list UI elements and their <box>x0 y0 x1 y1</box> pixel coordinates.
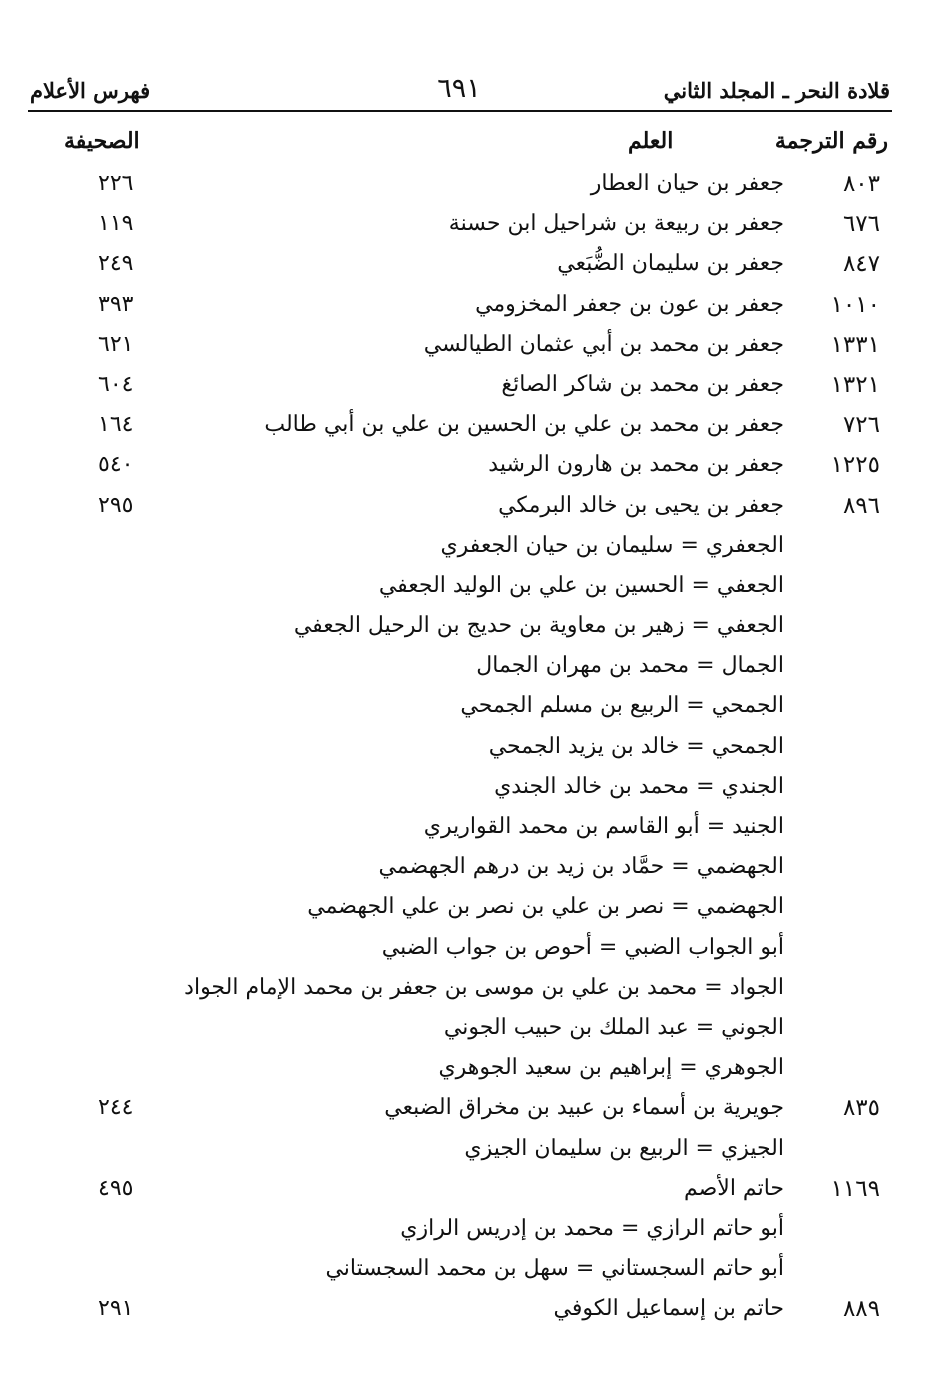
entry-name: جويرية بن أسماء بن عبيد بن مخراق الضبعي <box>384 1095 784 1121</box>
entry-number: ٦٧٦ <box>842 211 880 238</box>
index-entry <box>0 849 950 889</box>
entry-name: جعفر بن سليمان الضُّبَعي <box>557 251 784 277</box>
entry-name: أبو حاتم السجستاني = سهل بن محمد السجستاني <box>325 1256 784 1282</box>
entry-number: ٨٩٦ <box>842 492 880 519</box>
index-entry <box>0 407 950 447</box>
entry-page: ٢٤٩ <box>98 251 134 277</box>
index-entry <box>0 809 950 849</box>
entry-name: الجمحي = خالد بن يزيد الجمحي <box>488 733 784 759</box>
index-entry <box>0 1171 950 1211</box>
index-entry <box>0 568 950 608</box>
entry-name: الجمال = محمد بن مهران الجمال <box>476 653 784 679</box>
index-entry <box>0 930 950 970</box>
entry-name: أبو حاتم الرازي = محمد بن إدريس الرازي <box>400 1215 784 1241</box>
header-divider <box>28 110 892 112</box>
entry-page: ٥٤٠ <box>98 452 134 478</box>
entry-name: الجعفي = زهير بن معاوية بن حديج بن الرحيل الجعفي <box>293 613 784 639</box>
entry-name: جعفر بن يحيى بن خالد البرمكي <box>498 492 784 518</box>
index-entries <box>0 166 950 1331</box>
book-title: قلادة النحر ـ المجلد الثاني <box>663 78 890 103</box>
entry-name: الجوهري = إبراهيم بن سعيد الجوهري <box>438 1055 784 1081</box>
entry-name: جعفر بن عون بن جعفر المخزومي <box>475 291 784 317</box>
entry-name: الجعفري = سليمان بن حيان الجعفري <box>440 532 784 558</box>
index-entry <box>0 1010 950 1050</box>
entry-number: ٨٤٧ <box>842 251 880 278</box>
entry-page: ٦٢١ <box>98 331 134 357</box>
entry-name: جعفر بن ربيعة بن شراحيل ابن حسنة <box>448 211 784 237</box>
entry-number: ١١٦٩ <box>830 1175 880 1202</box>
index-entry <box>0 889 950 929</box>
entry-number: ٨٣٥ <box>842 1095 880 1122</box>
index-entry <box>0 1211 950 1251</box>
entry-number: ١٣٣١ <box>830 331 880 358</box>
page-header <box>28 74 890 114</box>
entry-page: ٢٢٦ <box>98 171 134 196</box>
entry-name: الجوني = عبد الملك بن حبيب الجوني <box>443 1014 784 1040</box>
column-header-number: رقم الترجمة <box>774 128 888 154</box>
entry-page: ٣٩٣ <box>98 291 134 317</box>
entry-name: جعفر بن حيان العطار <box>590 171 784 196</box>
entry-name: الجمحي = الربيع بن مسلم الجمحي <box>460 693 784 719</box>
index-entry <box>0 528 950 568</box>
entry-name: الجعفي = الحسين بن علي بن الوليد الجعفي <box>378 572 784 598</box>
index-entry <box>0 1291 950 1331</box>
entry-page: ١٦٤ <box>98 412 134 438</box>
index-entry <box>0 367 950 407</box>
column-header-name: العلم <box>628 128 674 154</box>
index-entry <box>0 488 950 528</box>
entry-name: جعفر بن محمد بن أبي عثمان الطيالسي <box>423 331 784 357</box>
entry-number: ٨٠٣ <box>842 171 880 197</box>
index-entry <box>0 729 950 769</box>
entry-name: الجندي = محمد بن خالد الجندي <box>494 773 784 799</box>
entry-number: ١٣٢١ <box>830 371 880 398</box>
index-entry <box>0 1131 950 1171</box>
index-entry <box>0 1251 950 1291</box>
entry-name: جعفر بن محمد بن شاكر الصائغ <box>501 371 784 397</box>
entry-page: ٢٤٤ <box>98 1095 134 1121</box>
entry-number: ٨٨٩ <box>842 1296 880 1323</box>
index-entry <box>0 206 950 246</box>
index-entry <box>0 970 950 1010</box>
entry-name: الجيزي = الربيع بن سليمان الجيزي <box>464 1135 784 1161</box>
entry-name: جعفر بن محمد بن علي بن الحسين بن علي بن أبي طالب <box>264 412 784 438</box>
index-entry <box>0 327 950 367</box>
entry-page: ٢٩٥ <box>98 492 134 518</box>
entry-page: ٤٩٥ <box>98 1175 134 1201</box>
index-entry <box>0 447 950 487</box>
index-entry <box>0 1050 950 1090</box>
index-entry <box>0 688 950 728</box>
entry-name: الجهضمي = حمَّاد بن زيد بن درهم الجهضمي <box>378 854 784 880</box>
entry-page: ٦٠٤ <box>98 371 134 397</box>
entry-name: جعفر بن محمد بن هارون الرشيد <box>488 452 784 478</box>
entry-page: ٢٩١ <box>98 1296 134 1322</box>
index-entry <box>0 608 950 648</box>
entry-name: حاتم الأصم <box>683 1175 784 1201</box>
entry-name: أبو الجواب الضبي = أحوص بن جواب الضبي <box>381 934 784 960</box>
entry-number: ١٠١٠ <box>830 291 880 318</box>
entry-name: حاتم بن إسماعيل الكوفي <box>553 1296 784 1322</box>
index-entry <box>0 287 950 327</box>
entry-page: ١١٩ <box>98 211 134 237</box>
index-entry <box>0 769 950 809</box>
index-entry <box>0 246 950 286</box>
section-title: فهرس الأعلام <box>30 78 151 103</box>
page-number: ٦٩١ <box>437 73 481 104</box>
entry-number: ٧٢٦ <box>842 412 880 439</box>
column-header-page: الصحيفة <box>64 128 140 154</box>
index-entry <box>0 166 950 206</box>
index-entry <box>0 648 950 688</box>
entry-name: الجنيد = أبو القاسم بن محمد القواريري <box>423 814 784 839</box>
entry-number: ١٢٢٥ <box>830 452 880 479</box>
entry-name: الجواد = محمد بن علي بن موسى بن جعفر بن محمد الإمام الجواد <box>184 974 784 1000</box>
entry-name: الجهضمي = نصر بن علي بن نصر بن علي الجهضمي <box>307 894 784 920</box>
index-entry <box>0 1090 950 1130</box>
